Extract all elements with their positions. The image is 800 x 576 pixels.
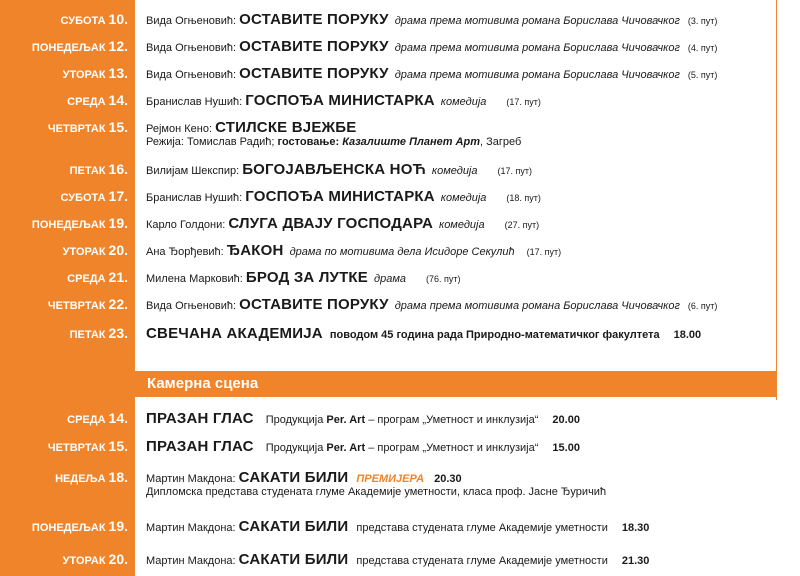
play-title: САКАТИ БИЛИ — [238, 551, 349, 568]
production-info: Дипломска представа студената глуме Академије уметности, класа проф. Јасне Ђуричић — [146, 486, 607, 498]
author: Карло Голдони: — [146, 219, 226, 231]
author: Мартин Макдона: — [146, 555, 236, 567]
date-label: ЧЕТВРТАК 15. — [47, 119, 128, 135]
performance-count: (17. пут) — [506, 97, 541, 107]
date-label: ПЕТАК 16. — [69, 161, 128, 177]
section-header — [135, 371, 777, 397]
genre: комедија — [439, 219, 485, 231]
premiere-badge: ПРЕМИЈЕРА — [356, 473, 425, 485]
play-title: ОСТАВИТЕ ПОРУКУ — [239, 65, 389, 82]
date-sidebar — [0, 0, 135, 576]
author: Вилијам Шекспир: — [146, 165, 240, 177]
play-title: ОСТАВИТЕ ПОРУКУ — [239, 38, 389, 55]
play-title: БОГОЈАВЉЕНСКА НОЋ — [242, 161, 426, 178]
date-label: ПЕТАК 23. — [69, 325, 128, 341]
event-time: 15.00 — [552, 442, 580, 454]
author: Рејмон Кено: — [146, 123, 212, 135]
play-title: САКАТИ БИЛИ — [238, 469, 349, 486]
genre: комедија — [431, 165, 478, 177]
performance-count: (27. пут) — [504, 220, 540, 230]
event-description: представа студената глуме Академије уметности — [356, 555, 608, 567]
performance-count: (5. пут) — [687, 70, 718, 80]
genre: драма према мотивима романа Борислава Чичовачког — [394, 15, 680, 27]
play-title: ГОСПОЂА МИНИСТАРКА — [245, 92, 435, 109]
author: Ана Ђорђевић: — [146, 246, 224, 258]
production-info: Режија: Томислав Радић; гостовање: Казалиште Планет Арт, Загреб — [146, 136, 522, 148]
event-time: 18.00 — [673, 329, 702, 341]
right-border — [776, 0, 777, 400]
event-time: 20.30 — [434, 473, 462, 485]
date-label: УТОРАК 13. — [62, 65, 128, 81]
play-title: ПРАЗАН ГЛАС — [146, 410, 254, 427]
play-title: ОСТАВИТЕ ПОРУКУ — [239, 296, 389, 313]
date-label: ЧЕТВРТАК 22. — [47, 296, 128, 312]
performance-count: (76. пут) — [425, 274, 461, 284]
author: Бранислав Нушић: — [146, 192, 243, 204]
genre: комедија — [440, 192, 487, 204]
author: Бранислав Нушић: — [146, 96, 243, 108]
performance-count: (17. пут) — [497, 166, 533, 176]
performance-count: (4. пут) — [687, 43, 718, 53]
date-label: ПОНЕДЕЉАК 19. — [31, 518, 128, 534]
date-label: ПОНЕДЕЉАК 12. — [31, 38, 128, 54]
date-label: СУБОТА 10. — [60, 11, 128, 27]
date-label: УТОРАК 20. — [62, 551, 128, 567]
author: Вида Огњеновић: — [146, 300, 237, 312]
genre: драма према мотивима романа Борислава Чичовачког — [394, 300, 680, 312]
genre: комедија — [440, 96, 487, 108]
author: Мартин Макдона: — [146, 522, 236, 534]
date-label: УТОРАК 20. — [62, 242, 128, 258]
genre: драма по мотивима дела Исидоре Секулић — [289, 246, 515, 258]
play-title: БРОД ЗА ЛУТКЕ — [245, 269, 368, 286]
performance-count: (18. пут) — [506, 193, 541, 203]
event-time: 20.00 — [552, 414, 580, 426]
date-label: СРЕДА 14. — [67, 410, 128, 426]
performance-count: (3. пут) — [687, 16, 718, 26]
play-title: ГОСПОЂА МИНИСТАРКА — [245, 188, 435, 205]
event-description: поводом 45 година рада Природно-математичког факултета — [329, 329, 660, 341]
date-label: НЕДЕЉА 18. — [55, 469, 128, 485]
date-label: СУБОТА 17. — [60, 188, 128, 204]
date-label: ЧЕТВРТАК 15. — [47, 438, 128, 454]
author: Вида Огњеновић: — [146, 15, 237, 27]
genre: драма — [374, 273, 406, 285]
section-title: Камерна сцена — [147, 375, 259, 392]
event-title: СВЕЧАНА АКАДЕМИЈА — [146, 325, 323, 342]
author: Вида Огњеновић: — [146, 42, 237, 54]
date-label: ПОНЕДЕЉАК 19. — [31, 215, 128, 231]
performance-count: (6. пут) — [687, 301, 718, 311]
play-title: ОСТАВИТЕ ПОРУКУ — [239, 11, 389, 28]
genre: драма према мотивима романа Борислава Чичовачког — [394, 42, 680, 54]
play-title: ЂАКОН — [226, 242, 284, 259]
play-title: ПРАЗАН ГЛАС — [146, 438, 254, 455]
author: Милена Марковић: — [146, 273, 243, 285]
author: Вида Огњеновић: — [146, 69, 237, 81]
event-description: представа студената глуме Академије уметности — [356, 522, 608, 534]
play-title: СТИЛСКЕ ВЈЕЖБЕ — [215, 119, 357, 136]
author: Мартин Макдона: — [146, 473, 236, 485]
play-title: СЛУГА ДВАЈУ ГОСПОДАРА — [228, 215, 433, 232]
production: Продукција Per. Art – програм „Уметност и инклузија“ — [265, 442, 539, 454]
event-time: 21.30 — [621, 555, 650, 567]
genre: драма према мотивима романа Борислава Чичовачког — [394, 69, 680, 81]
date-label: СРЕДА 21. — [67, 269, 128, 285]
date-label: СРЕДА 14. — [67, 92, 128, 108]
production: Продукција Per. Art – програм „Уметност и инклузија“ — [265, 414, 539, 426]
play-title: САКАТИ БИЛИ — [238, 518, 349, 535]
performance-count: (17. пут) — [526, 247, 562, 257]
event-time: 18.30 — [621, 522, 650, 534]
